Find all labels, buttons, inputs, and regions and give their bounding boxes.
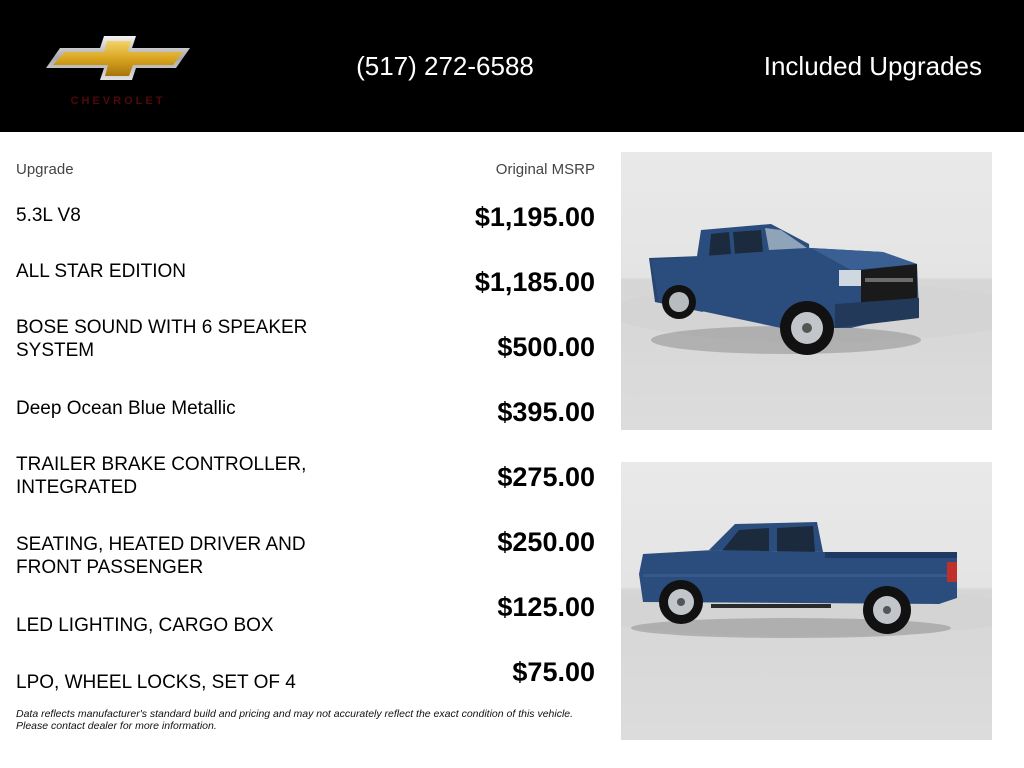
upgrade-name: TRAILER BRAKE CONTROLLER, INTEGRATED — [16, 454, 307, 498]
upgrade-price: $1,195.00 — [474, 202, 595, 232]
column-header-msrp: Original MSRP — [495, 161, 595, 178]
column-header-upgrade: Upgrade — [16, 161, 74, 178]
truck-side-profile-photo — [621, 462, 992, 740]
disclaimer-footnote: Data reflects manufacturer's standard build and pricing and may not accurately reflect the exact condition of this vehicle. Please contact dealer for more information. — [16, 708, 574, 732]
header-bar — [0, 0, 1024, 132]
upgrade-price: $125.00 — [497, 592, 595, 622]
upgrade-price: $1,185.00 — [474, 267, 595, 297]
dealer-phone-number[interactable]: (517) 272-6588 — [356, 51, 534, 81]
upgrade-price: $250.00 — [497, 527, 595, 557]
upgrade-price: $395.00 — [497, 397, 595, 427]
upgrade-name: LED LIGHTING, CARGO BOX — [16, 615, 274, 636]
upgrade-price: $275.00 — [497, 462, 595, 492]
upgrade-name: 5.3L V8 — [16, 205, 81, 226]
upgrade-price: $75.00 — [512, 657, 595, 687]
truck-front-three-quarter-photo — [621, 152, 992, 430]
upgrade-name: SEATING, HEATED DRIVER AND FRONT PASSENGER — [16, 534, 306, 578]
upgrade-name: LPO, WHEEL LOCKS, SET OF 4 — [16, 672, 296, 693]
logo-wordmark: CHEVROLET — [70, 95, 166, 107]
upgrade-name: ALL STAR EDITION — [16, 261, 186, 282]
upgrade-name: BOSE SOUND WITH 6 SPEAKER SYSTEM — [16, 317, 308, 361]
upgrade-price: $500.00 — [497, 332, 595, 362]
page-title: Included Upgrades — [763, 51, 982, 81]
upgrade-name: Deep Ocean Blue Metallic — [16, 398, 236, 419]
